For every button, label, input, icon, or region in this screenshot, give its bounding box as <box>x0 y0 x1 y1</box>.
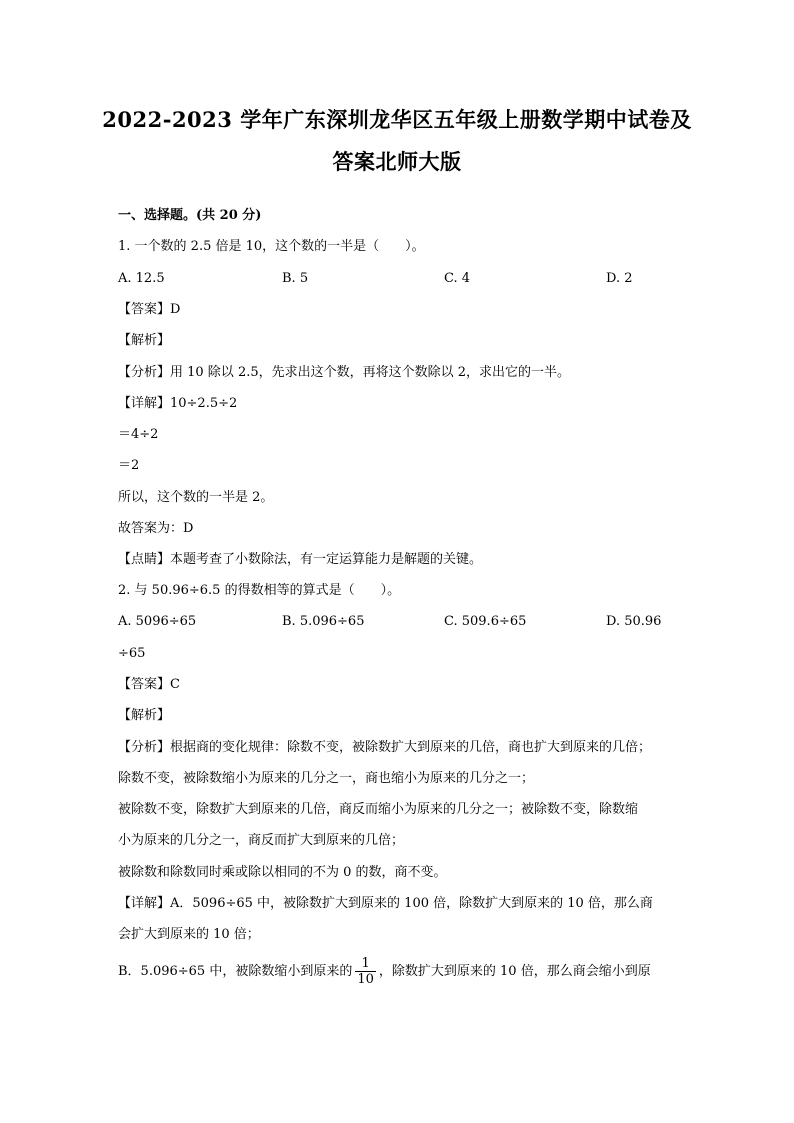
q1-answer: 【答案】D <box>118 302 181 317</box>
q1-option-b: B. 5 <box>282 271 309 286</box>
q2-fenxi-line1: 【分析】根据商的变化规律：除数不变，被除数扩大到原来的几倍，商也扩大到原来的几倍； <box>118 740 652 755</box>
q2-fenxi-line2: 除数不变，被除数缩小为原来的几分之一，商也缩小为原来的几分之一； <box>118 771 535 786</box>
q1-step1: ＝4÷2 <box>118 427 159 442</box>
q2-xiangjie-line2: 会扩大到原来的 10 倍； <box>118 927 260 942</box>
q2-xiangjie-b <box>118 955 651 989</box>
fraction-denominator: 10 <box>357 972 374 987</box>
q2-fenxi-line3: 被除数不变，除数扩大到原来的几倍，商反而缩小为原来的几分之一；被除数不变，除数缩 <box>118 802 639 817</box>
q2-option-d: D. 50.96 <box>606 614 662 629</box>
q1-step2: ＝2 <box>118 458 140 473</box>
q1-dianjing: 【点睛】本题考查了小数除法，有一定运算能力是解题的关键。 <box>118 552 483 567</box>
section-heading: 一、选择题。(共 20 分) <box>118 208 262 223</box>
q2-answer: 【答案】C <box>118 677 180 692</box>
q2-xiangjie-line1: 【详解】A．5096÷65 中，被除数扩大到原来的 100 倍，除数扩大到原来的 10 倍，那么商 <box>118 896 653 911</box>
q1-conclusion: 所以，这个数的一半是 2。 <box>118 490 274 505</box>
q2-b-text-after: ，除数扩大到原来的 10 倍，那么商会缩小到原 <box>378 964 651 979</box>
q2-fenxi-line4: 小为原来的几分之一，商反而扩大到原来的几倍； <box>118 833 405 848</box>
document-title-line1: 2022-2023 学年广东深圳龙华区五年级上册数学期中试卷及 <box>102 107 692 132</box>
q1-option-c: C. 4 <box>444 271 471 286</box>
q1-option-a: A. 12.5 <box>118 271 165 286</box>
q2-option-d-continued: ÷65 <box>118 646 146 661</box>
q1-stem: 1. 一个数的 2.5 倍是 10，这个数的一半是（ ）。 <box>118 239 425 254</box>
q2-option-a: A. 5096÷65 <box>118 614 197 629</box>
q1-xiangjie: 【详解】10÷2.5÷2 <box>118 396 238 411</box>
q2-option-b: B. 5.096÷65 <box>282 614 365 629</box>
q2-option-c: C. 509.6÷65 <box>444 614 527 629</box>
q2-b-text-before: B．5.096÷65 中，被除数缩小到原来的 <box>118 964 353 979</box>
q1-option-d: D. 2 <box>606 271 633 286</box>
q2-fenxi-line5: 被除数和除数同时乘或除以相同的不为 0 的数，商不变。 <box>118 865 447 880</box>
q1-fenxi: 【分析】用 10 除以 2.5，先求出这个数，再将这个数除以 2，求出它的一半。 <box>118 365 571 380</box>
q1-jiexi: 【解析】 <box>118 333 171 348</box>
fraction-numerator: 1 <box>355 956 376 972</box>
document-title-line2: 答案北师大版 <box>332 149 462 174</box>
q2-jiexi: 【解析】 <box>118 708 171 723</box>
fraction-one-tenth <box>355 956 376 987</box>
q2-stem: 2. 与 50.96÷6.5 的得数相等的算式是（ ）。 <box>118 583 401 598</box>
q1-final: 故答案为：D <box>118 521 194 536</box>
